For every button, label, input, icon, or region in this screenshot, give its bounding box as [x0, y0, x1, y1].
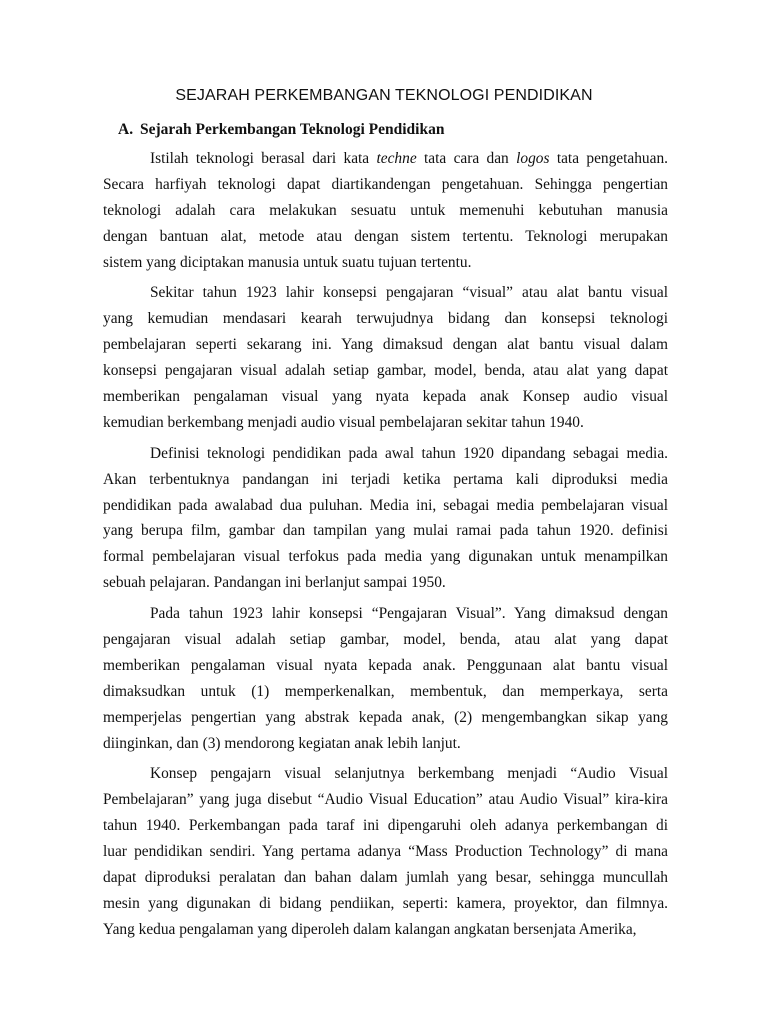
text-line — [103, 627, 668, 653]
paragraph — [103, 761, 668, 942]
text-run: luar pendidikan sendiri. Yang pertama adanya “Mass Production Technology” di mana — [103, 843, 668, 861]
section-title: Sejarah Perkembangan Teknologi Pendidikan — [140, 121, 445, 138]
document-title: SEJARAH PERKEMBANGAN TEKNOLOGI PENDIDIKAN — [175, 87, 593, 104]
text-run: Sekitar tahun 1923 lahir konsepsi pengajaran “visual” atau alat bantu visual — [150, 284, 668, 302]
text-run: dengan bantuan alat, metode atau dengan sistem tertentu. Teknologi merupakan — [103, 227, 668, 245]
text-run: pengajaran visual adalah setiap gambar, model, benda, atau alat yang dapat — [103, 631, 668, 649]
text-run: sistem yang diciptakan manusia untuk suatu tujuan tertentu. — [103, 253, 472, 271]
text-line — [103, 198, 668, 224]
text-line — [103, 518, 668, 544]
text-run: tata pengetahuan. — [549, 150, 668, 167]
text-line — [103, 787, 668, 813]
italic-term: logos — [516, 150, 550, 167]
text-line — [103, 570, 668, 596]
paragraph — [103, 146, 668, 275]
text-run: konsepsi pengajaran visual adalah setiap gambar, model, benda, atau alat yang dapat — [103, 362, 668, 380]
text-run: dimaksudkan untuk (1) memperkenalkan, membentuk, dan memperkaya, serta — [103, 682, 668, 700]
text-line — [103, 306, 668, 332]
text-line — [103, 761, 668, 787]
text-line — [103, 731, 668, 757]
text-line — [103, 891, 668, 917]
text-run: mesin yang digunakan di bidang pendiikan, seperti: kamera, proyektor, dan filmnya. — [103, 894, 668, 912]
paragraph — [103, 441, 668, 596]
text-run: kemudian berkembang menjadi audio visual pembelajaran sekitar tahun 1940. — [103, 413, 584, 431]
text-run: memperjelas pengertian yang abstrak kepada anak, (2) mengembangkan sikap yang — [103, 708, 668, 726]
text-run: formal pembelajaran visual terfokus pada media yang digunakan untuk menampilkan — [103, 548, 668, 566]
text-line — [103, 280, 668, 306]
text-line — [103, 332, 668, 358]
text-line — [103, 601, 668, 627]
text-run: Pada tahun 1923 lahir konsepsi “Pengajaran Visual”. Yang dimaksud dengan — [150, 605, 668, 623]
text-line — [103, 384, 668, 410]
text-run: Akan terbentuknya pandangan ini terjadi ketika pertama kali diproduksi media — [103, 470, 668, 488]
text-line — [103, 839, 668, 865]
italic-term: techne — [376, 150, 417, 167]
text-line — [103, 172, 668, 198]
text-line — [103, 705, 668, 731]
text-line — [103, 865, 668, 891]
text-line — [103, 224, 668, 250]
text-run: memberikan pengalaman visual nyata kepada anak. Penggunaan alat bantu visual — [103, 656, 668, 674]
text-line — [103, 653, 668, 679]
text-run: tata cara dan — [416, 150, 517, 167]
text-line — [103, 441, 668, 467]
text-line — [103, 250, 668, 276]
text-line — [103, 544, 668, 570]
text-run: Istilah teknologi berasal dari kata — [150, 150, 377, 167]
text-run: Secara harfiyah teknologi dapat diartikandengan pengetahuan. Sehingga pengertian — [103, 175, 668, 193]
text-line — [103, 358, 668, 384]
text-run: Konsep pengajarn visual selanjutnya berkembang menjadi “Audio Visual — [150, 765, 668, 783]
text-run: sebuah pelajaran. Pandangan ini berlanjut sampai 1950. — [103, 574, 446, 592]
document-body — [103, 146, 668, 943]
text-run: pendidikan pada awalabad dua puluhan. Media ini, sebagai media pembelajaran visual — [103, 496, 668, 514]
text-line — [103, 493, 668, 519]
section-heading — [118, 121, 444, 139]
text-run: teknologi adalah cara melakukan sesuatu untuk memenuhi kebutuhan manusia — [103, 201, 668, 219]
text-line — [103, 679, 668, 705]
text-run: Yang kedua pengalaman yang diperoleh dalam kalangan angkatan bersenjata Amerika, — [103, 920, 637, 938]
section-number: A. — [118, 121, 134, 138]
text-run: yang kemudian mendasari kearah terwujudnya bidang dan konsepsi teknologi — [103, 310, 668, 328]
text-line — [103, 917, 668, 943]
text-run: pembelajaran seperti sekarang ini. Yang dimaksud dengan alat bantu visual dalam — [103, 336, 668, 354]
text-line — [103, 467, 668, 493]
paragraph — [103, 601, 668, 756]
text-line — [103, 410, 668, 436]
text-run: diinginkan, dan (3) mendorong kegiatan anak lebih lanjut. — [103, 734, 461, 752]
text-run: memberikan pengalaman visual yang nyata kepada anak Konsep audio visual — [103, 388, 668, 406]
text-run: Definisi teknologi pendidikan pada awal tahun 1920 dipandang sebagai media. — [150, 444, 668, 462]
text-run: yang berupa film, gambar dan tampilan yang mulai ramai pada tahun 1920. definisi — [103, 522, 668, 540]
text-run: dapat diproduksi peralatan dan bahan dalam jumlah yang besar, sehingga muncullah — [103, 869, 668, 887]
text-run: Pembelajaran” yang juga disebut “Audio Visual Education” atau Audio Visual” kira-kira — [103, 791, 668, 809]
text-line — [103, 146, 668, 172]
text-run: tahun 1940. Perkembangan pada taraf ini dipengaruhi oleh adanya perkembangan di — [103, 817, 668, 835]
paragraph — [103, 280, 668, 435]
text-line — [103, 813, 668, 839]
